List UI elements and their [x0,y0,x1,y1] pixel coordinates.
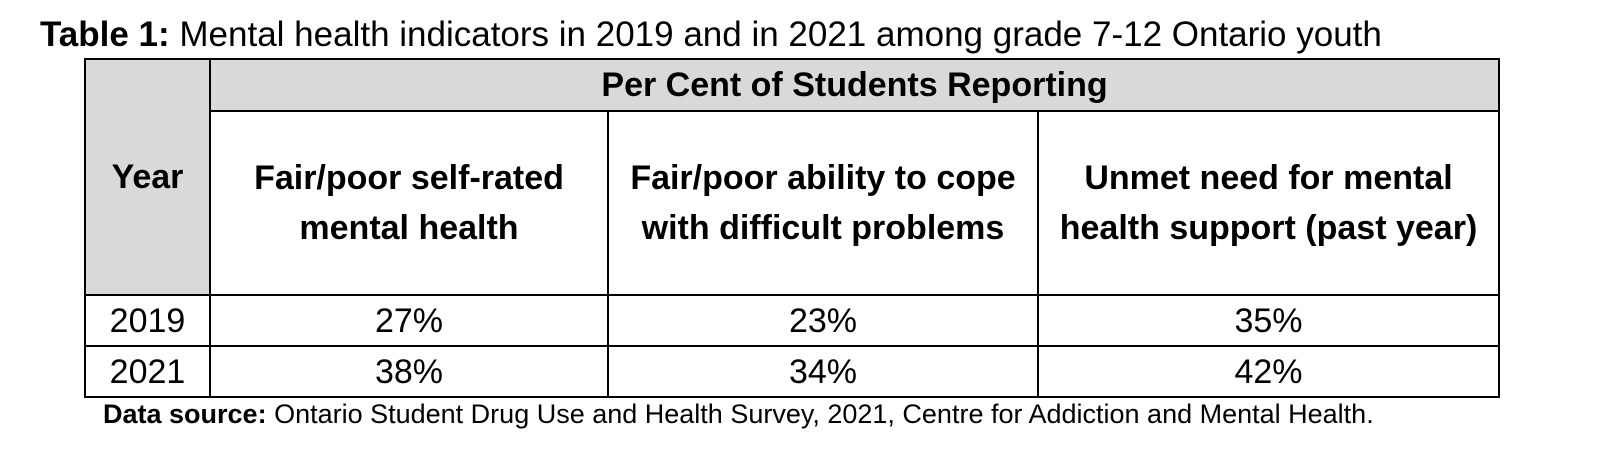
column-header-label: Unmet need for mental health support (past year) [1059,159,1478,247]
column-header-unmet-need [1038,111,1499,295]
column-header-label: Fair/poor ability to cope with difficult problems [630,159,1016,247]
row-year-cell: 2019 [85,295,210,346]
table-cell: 38% [210,346,608,397]
group-header: Per Cent of Students Reporting [210,59,1499,111]
table-caption [40,13,1382,57]
data-source-note [103,396,1374,432]
caption-text: Mental health indicators in 2019 and in 2021 among grade 7-12 Ontario youth [169,15,1382,54]
column-header-ability-to-cope [608,111,1038,295]
column-header-label: Fair/poor self-rated mental health [254,159,564,247]
column-header-self-rated-mental-health [210,111,608,295]
year-column-header: Year [85,59,210,295]
table-cell: 42% [1038,346,1499,397]
mental-health-table [84,58,1500,398]
source-text: Ontario Student Drug Use and Health Survey, 2021, Centre for Addiction and Mental Health. [266,399,1374,429]
row-year-cell: 2021 [85,346,210,397]
caption-label: Table 1: [40,15,170,54]
table-cell: 35% [1038,295,1499,346]
table-cell: 27% [210,295,608,346]
table-cell: 34% [608,346,1038,397]
header-row-indicators [85,111,1499,295]
header-row-group [85,59,1499,111]
table-row [85,346,1499,397]
source-label: Data source: [103,399,267,429]
table-row [85,295,1499,346]
table-cell: 23% [608,295,1038,346]
